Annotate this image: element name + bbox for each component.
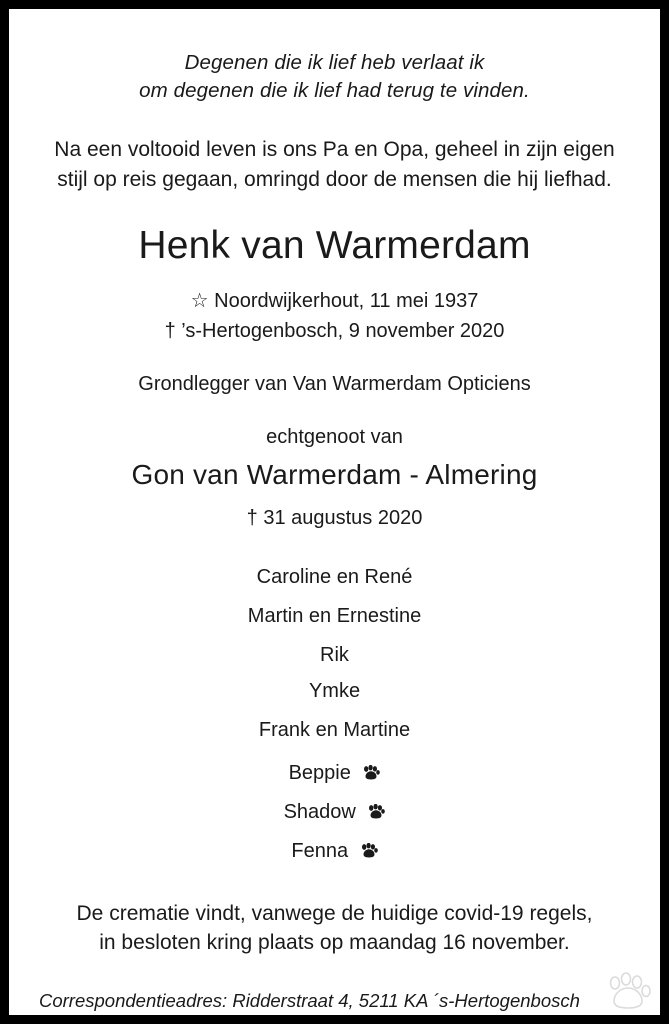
card-content — [9, 9, 660, 1015]
intro-line-2: stijl op reis gegaan, omringd door de mensen die hij liefhad. — [57, 167, 612, 191]
occupation-line: Grondlegger van Van Warmerdam Opticiens — [138, 372, 531, 395]
family-list — [38, 567, 631, 863]
family-member: Rik — [320, 643, 349, 666]
closing-line-1: De crematie vindt, vanwege de huidige covid-19 regels, — [76, 901, 593, 925]
spouse-name: Gon van Warmerdam - Almering — [131, 458, 538, 490]
pet-entry — [38, 802, 631, 824]
pet-name: Shadow — [283, 800, 356, 823]
paw-print-icon — [360, 843, 378, 863]
correspondence-address: Correspondentieadres: Ridderstraat 4, 5211 KA ´s-Hertogenbosch — [39, 990, 580, 1012]
spouse-intro: echtgenoot van — [266, 425, 403, 448]
poem-line-2: om degenen die ik lief had terug te vinden. — [139, 79, 530, 103]
death-line: † ’s-Hertogenbosch, 9 november 2020 — [164, 319, 505, 342]
closing-text — [38, 899, 631, 959]
paw-print-decoration-icon — [603, 970, 655, 1010]
family-member: Martin en Ernestine — [247, 604, 422, 627]
pet-entry — [38, 763, 631, 785]
family-member: Frank en Martine — [258, 718, 411, 741]
border-right — [660, 0, 669, 1024]
family-group — [38, 606, 631, 701]
closing-line-2: in besloten kring plaats op maandag 16 november. — [99, 931, 570, 955]
deceased-name: Henk van Warmerdam — [138, 223, 531, 267]
spouse-death-date: † 31 augustus 2020 — [246, 506, 423, 529]
poem-line-1: Degenen die ik lief heb verlaat ik — [184, 51, 485, 74]
family-member: Ymke — [308, 679, 361, 702]
family-member: Caroline en René — [256, 565, 413, 588]
pet-entry — [38, 841, 631, 863]
intro-text — [38, 135, 631, 195]
poem — [38, 49, 631, 105]
paw-print-icon — [362, 765, 380, 785]
pets-list — [38, 763, 631, 863]
birth-line: ☆ Noordwijkerhout, 11 mei 1937 — [190, 289, 479, 312]
border-top — [0, 0, 669, 9]
intro-line-1: Na een voltooid leven is ons Pa en Opa, geheel in zijn eigen — [54, 138, 615, 162]
pet-name: Beppie — [288, 761, 351, 784]
border-bottom — [0, 1015, 669, 1024]
paw-print-icon — [367, 804, 385, 824]
deceased-dates — [38, 286, 631, 346]
pet-name: Fenna — [291, 839, 349, 862]
border-left — [0, 0, 9, 1024]
